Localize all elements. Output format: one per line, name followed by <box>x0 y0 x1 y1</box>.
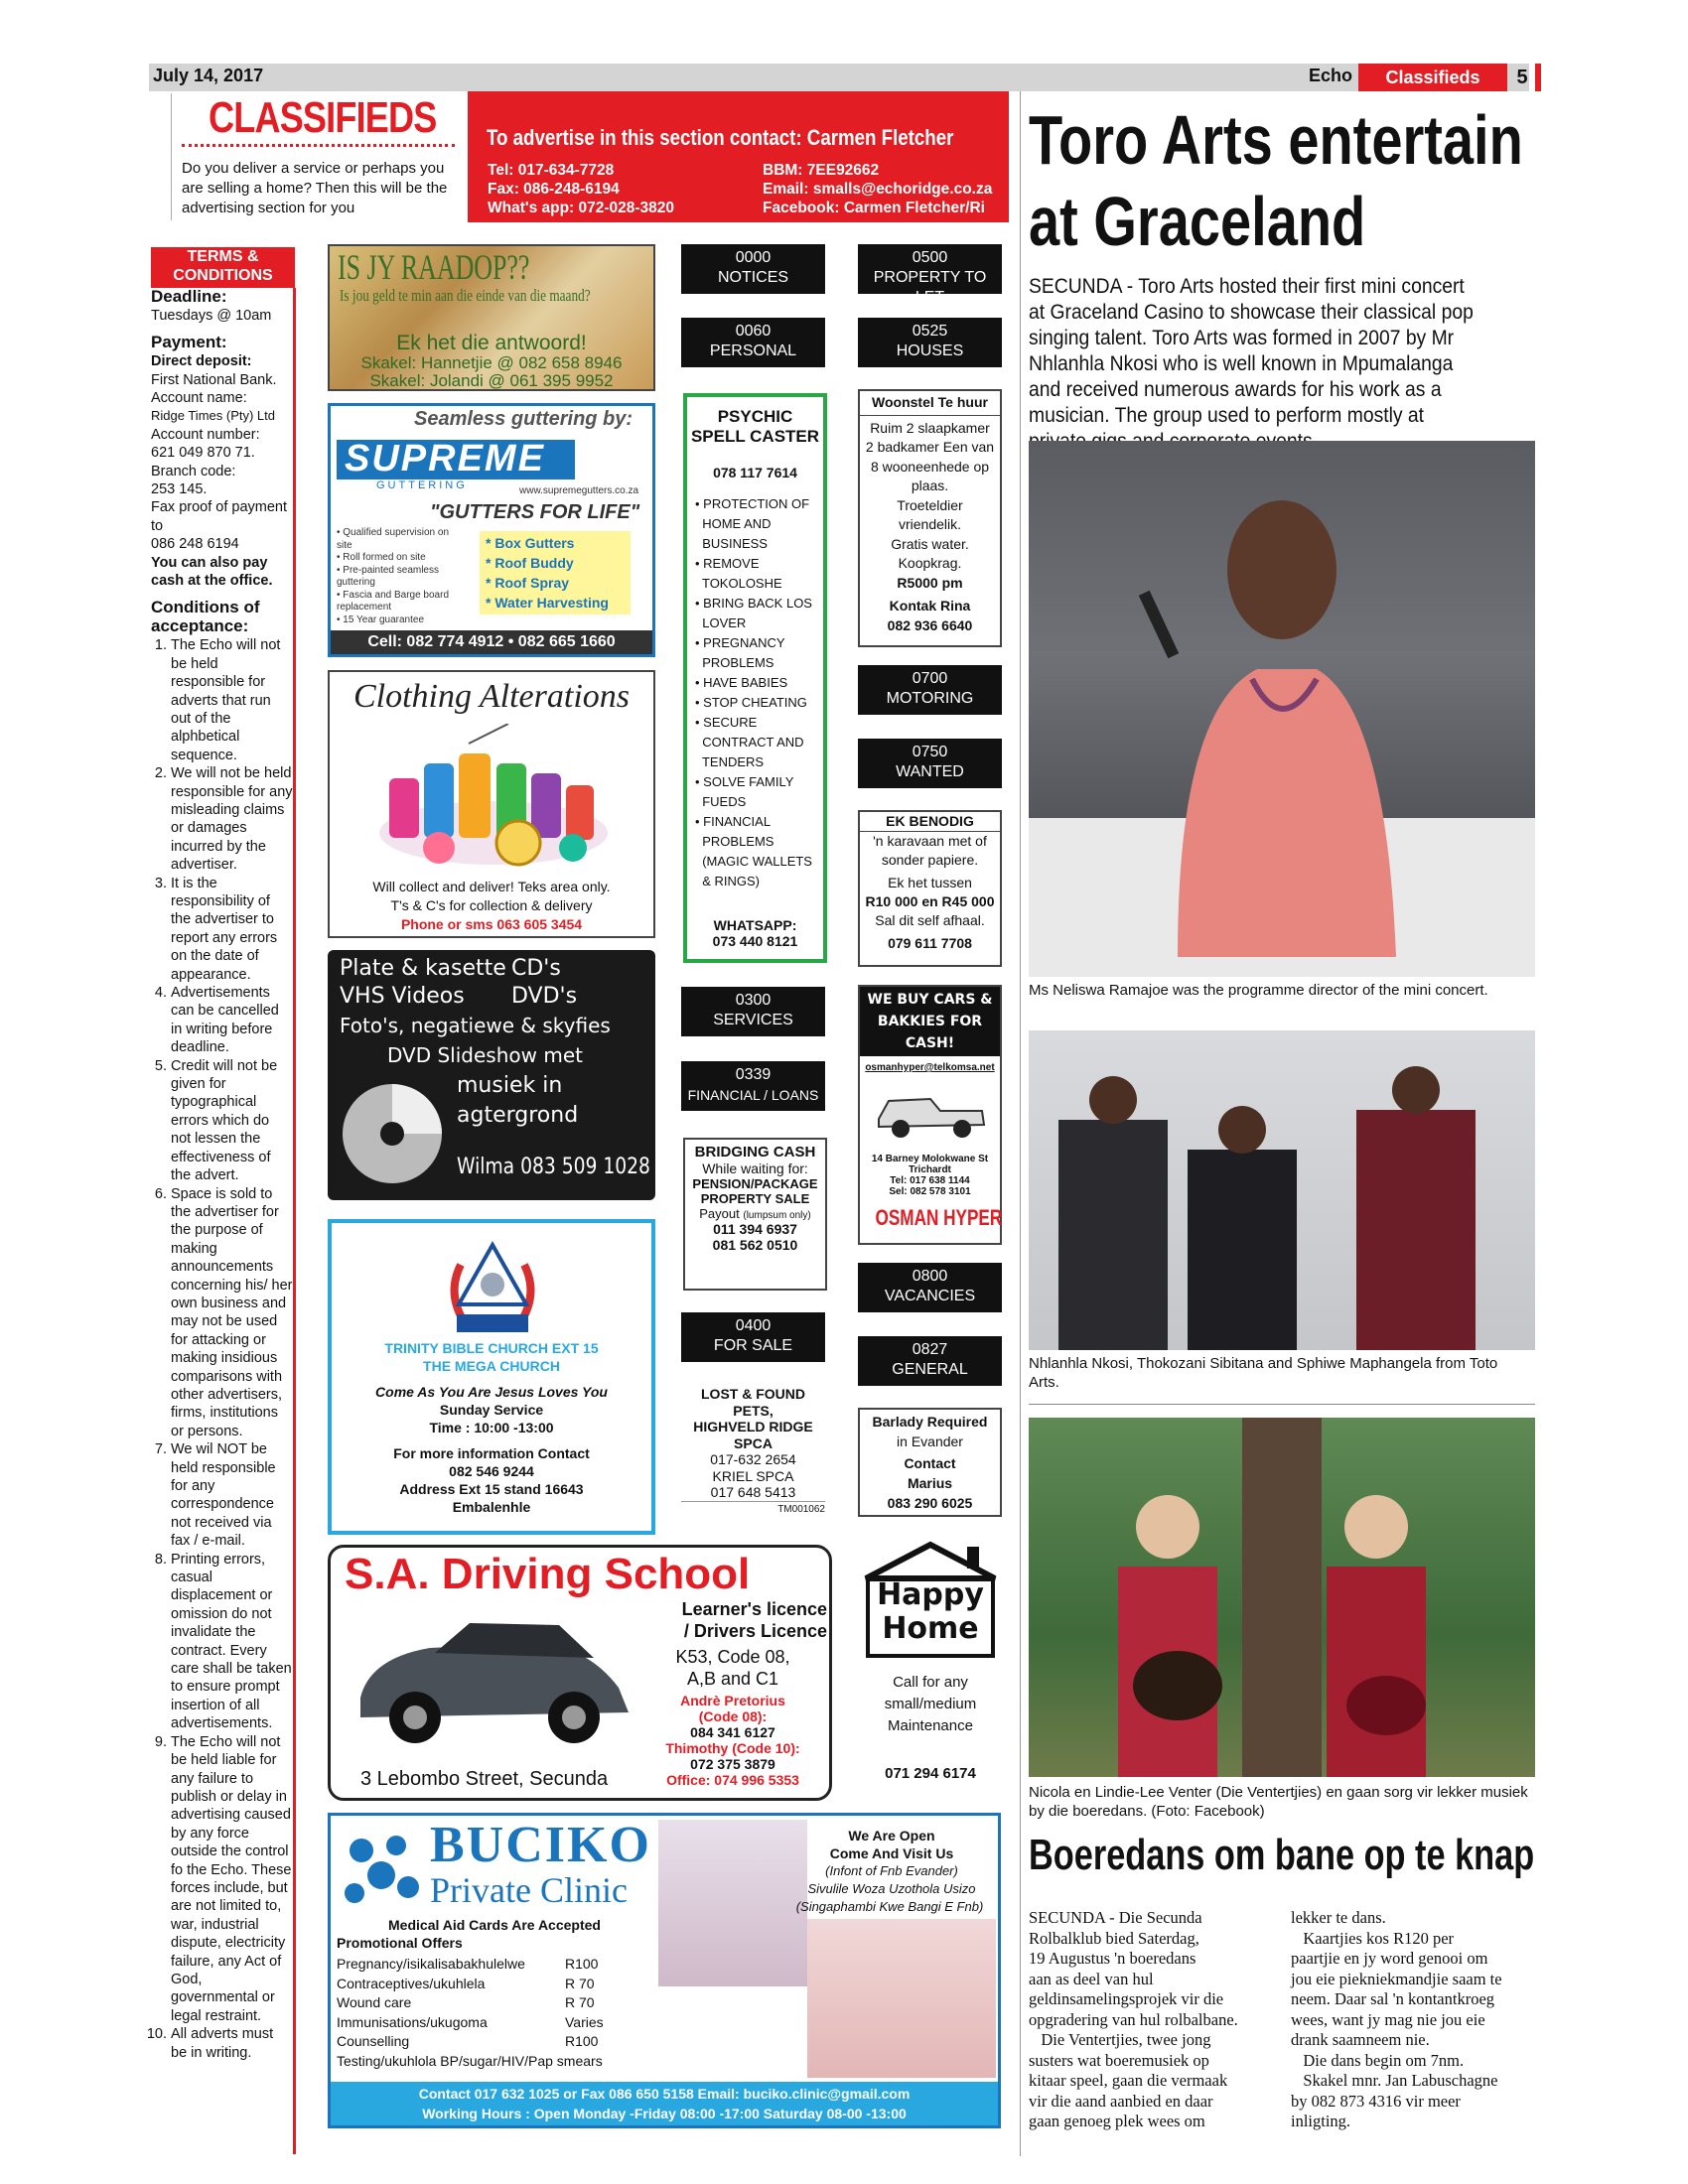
supreme-product: * Box Gutters <box>486 535 575 551</box>
clinic-footer <box>331 2082 998 2125</box>
driving-office: Office: 074 996 5353 <box>666 1772 799 1788</box>
condition-item: 4. Advertisements can be cancelled in writing before deadline. <box>171 984 293 1057</box>
article-line: kitaar speel, gaan die vermaak <box>1029 2071 1228 2090</box>
benodig-line5: Sal dit self afhaal. <box>875 912 985 928</box>
terms-heading: TERMS & CONDITIONS <box>151 247 295 288</box>
clinic-open4: Sivulile Woza Uzothola Usizo <box>807 1881 976 1896</box>
media-line1: Plate & kasette <box>340 956 506 981</box>
clinic-offers <box>337 1955 664 2071</box>
article-line: opgradering van hul rolbalbane. <box>1029 2009 1238 2029</box>
article-line: Rolbalklub bied Saterdag, <box>1029 1928 1199 1948</box>
headline-line: Toro Arts entertain <box>1029 101 1523 179</box>
buciko-clinic-ad <box>328 1813 1001 2128</box>
church-emblem-icon <box>441 1235 544 1344</box>
classifieds-intro: Do you deliver a service or perhaps you are selling a home? Then this will be the advertising section for you <box>182 160 448 216</box>
article-line: Skakel mnr. Jan Labuschagne <box>1291 2071 1498 2090</box>
media-line3: Foto's, negatiewe & skyfies <box>340 1014 611 1037</box>
lost-line2: PETS, <box>733 1402 774 1419</box>
osman-hyper-ad <box>858 985 1002 1245</box>
woonstel-ad <box>858 389 1002 647</box>
lost-found-ad <box>681 1386 825 1525</box>
trinity-time: Time : 10:00 -13:00 <box>429 1420 554 1435</box>
offer-name: Wound care <box>337 1994 412 2010</box>
offer-price: R100 <box>565 2033 599 2049</box>
supreme-products <box>480 531 631 614</box>
category-0500: 0500 PROPERTY TO LET <box>858 244 1002 294</box>
column-divider <box>1020 91 1021 2156</box>
offer-price: R100 <box>565 1956 599 1972</box>
bridging-property: PROPERTY SALE <box>700 1191 810 1206</box>
conditions-heading: Conditions of acceptance: <box>151 597 260 635</box>
woonstel-line: Ruim 2 slaapkamer <box>870 419 990 436</box>
article-line: wees, want jy mag nie jou eie <box>1291 2009 1485 2029</box>
condition-item: 10. All adverts must be in writing. <box>171 2025 293 2062</box>
guitarists-image <box>1029 1418 1535 1777</box>
clinic-contact: Contact 017 632 1025 or Fax 086 650 5158 Email: buciko.clinic@gmail.com <box>418 2086 911 2102</box>
lost-line3: HIGHVELD RIDGE <box>693 1419 813 1434</box>
driving-codes2: A,B and C1 <box>686 1669 779 1689</box>
category-0400: 0400 FOR SALE <box>681 1312 825 1362</box>
singer-image <box>1029 441 1535 977</box>
barlady-ad <box>858 1408 1002 1517</box>
offer-row <box>337 2052 664 2072</box>
divider <box>182 144 455 147</box>
bridging-pension: PENSION/PACKAGE <box>692 1176 818 1191</box>
clinic-open1: We Are Open <box>848 1828 935 1843</box>
article-line: SECUNDA - Die Secunda <box>1029 1908 1202 1927</box>
caption-1: Ms Neliswa Ramajoe was the programme director of the mini concert. <box>1029 982 1488 999</box>
osman-line2: BAKKIES FOR CASH! <box>877 1014 983 1051</box>
article-lead: SECUNDA - Toro Arts hosted their first mini concert at Graceland Casino to showcase their classical pop singing talent. Toro Arts was formed in 2007 by Mr Nhlanhla Nkosi who is well known in Mpumalanga and received numerous awards for his work as a musician. The group used to perform mostly at <box>1029 275 1474 427</box>
category-0700: 0700 MOTORING <box>858 665 1002 715</box>
trinity-motto: Come As You Are Jesus Loves You <box>375 1384 608 1400</box>
offer-price: Varies <box>565 2013 604 2030</box>
supreme-feature: • Roll formed on site <box>337 552 426 563</box>
issue-date: July 14, 2017 <box>153 66 264 85</box>
deadline-heading: Deadline: <box>151 287 227 306</box>
driving-licence: / Drivers Licence <box>683 1621 827 1641</box>
raadop-answer: Ek het die antwoord! <box>396 332 587 354</box>
condition-item: 7. We wil NOT be held responsible for any correspondence not received via fax / e-mail. <box>171 1440 293 1550</box>
group-photo <box>1029 1030 1535 1350</box>
article2-headline: Boeredans om bane op te knap <box>1029 1831 1535 1879</box>
headline-line: at Graceland <box>1029 183 1366 260</box>
psychic-services: • PROTECTION OF HOME AND BUSINESS • REMOVE TOKOLOSHE • BRING BACK LOS LOVER • PREGNANCY PROBLEMS • HAVE BABIES • STOP CHEATING • SECURE CONTRACT AND TENDERS • SOLVE FAMILY FUEDS • FINANCIAL PROBLEMS (MAGIC WALLETS & RINGS) <box>695 496 812 888</box>
woonstel-line: Troeteldier <box>897 496 963 513</box>
psychic-title2: SPELL CASTER <box>690 427 820 446</box>
classifieds-title: CLASSIFIEDS <box>209 93 437 142</box>
media-contact: Wilma 083 509 1028 <box>457 1155 650 1179</box>
woonstel-line: plaas. <box>911 478 949 493</box>
supreme-brand2: GUTTERING <box>376 479 468 491</box>
payment-heading: Payment: <box>151 332 227 351</box>
driving-contact2-tel: 072 375 3879 <box>690 1756 775 1772</box>
page-number: 5 <box>1516 67 1528 88</box>
offer-name: Contraceptives/ukuhlela <box>337 1975 486 1991</box>
driving-contact1-code: (Code 08): <box>698 1708 768 1724</box>
article-line: neem. Daar sal 'n kontantkroeg <box>1291 1989 1495 2008</box>
deadline-value: Tuesdays @ 10am <box>151 308 272 325</box>
terms-body <box>151 288 296 2154</box>
happy-line3: Maintenance <box>888 1717 973 1734</box>
contact-tel: Tel: 017-634-7728 <box>488 162 615 179</box>
happy-line2: small/medium <box>884 1696 977 1712</box>
article-line: Die Ventertjies, twee jong <box>1029 2030 1211 2049</box>
benodig-tel: 079 611 7708 <box>888 935 972 951</box>
ek-benodig-ad <box>858 810 1002 967</box>
condition-item: 5. Credit will not be given for typographical errors which do not lessen the effectiveness of the advert. <box>171 1057 293 1185</box>
raadop-sub: Is jou geld te min aan die einde van die maand? <box>340 286 591 305</box>
caption-2: Nhlanhla Nkosi, Thokozani Sibitana and Sphiwe Maphangela from Toto Arts. <box>1029 1355 1498 1391</box>
fax-number: 086 248 6194 <box>151 536 239 553</box>
media-line2: VHS Videos <box>340 984 465 1009</box>
clinic-medical-aid: Medical Aid Cards Are Accepted <box>388 1917 601 1933</box>
account-number: 621 049 870 71. <box>151 445 255 462</box>
bridging-waiting: While waiting for: <box>702 1160 808 1176</box>
driving-contact2: Thimothy (Code 10): <box>665 1740 800 1756</box>
benodig-title: EK BENODIG <box>860 812 1000 832</box>
benodig-line3: Ek het tussen <box>888 875 972 890</box>
media-transfer-ad <box>328 950 655 1200</box>
supreme-product: * Water Harvesting <box>486 595 609 611</box>
category-0000: 0000 NOTICES <box>681 244 825 294</box>
lost-line1: LOST & FOUND <box>701 1386 805 1402</box>
offer-row <box>337 1955 664 1975</box>
article-line: vir die aand aanbied en daar <box>1029 2091 1213 2111</box>
offer-price: R 70 <box>565 1975 595 1991</box>
supreme-feature: • Qualified supervision on site <box>337 527 450 551</box>
offer-name: Testing/ukuhlola BP/sugar/HIV/Pap smears <box>337 2052 603 2069</box>
supreme-product: * Roof Spray <box>486 575 570 591</box>
contact-fax: Fax: 086-248-6194 <box>488 181 620 198</box>
supreme-top: Seamless guttering by: <box>414 408 633 430</box>
offer-row <box>337 1993 664 2013</box>
offer-price: R 70 <box>565 1994 595 2010</box>
woonstel-line: Gratis water. <box>891 535 969 552</box>
article2-column1 <box>1029 1908 1275 2132</box>
fax-proof: Fax proof of payment to <box>151 499 288 534</box>
supreme-slogan: "GUTTERS FOR LIFE" <box>430 501 640 523</box>
conditions-list <box>151 636 293 2062</box>
media-line6: agtergrond <box>457 1103 579 1128</box>
article-line: Kaartjies kos R120 per <box>1291 1928 1455 1948</box>
trinity-place: Embalenhle <box>452 1499 531 1515</box>
trinity-church-ad <box>328 1219 655 1535</box>
psychic-whatsapp-label: WHATSAPP: <box>713 917 797 933</box>
account-name: Ridge Times (Pty) Ltd <box>151 408 275 424</box>
woonstel-details <box>860 419 1000 574</box>
bridging-tel1: 011 394 6937 <box>713 1221 797 1237</box>
woonstel-line: 2 badkamer Een van <box>865 439 995 455</box>
supreme-web: www.supremegutters.co.za <box>519 485 639 496</box>
osman-address2: Trichardt <box>909 1164 951 1175</box>
clothing-phone: Phone or sms 063 605 3454 <box>400 916 583 932</box>
contact-bbm: BBM: 7EE92662 <box>763 162 880 179</box>
clinic-open5: (Singaphambi Kwe Bangi E Fnb) <box>795 1899 984 1914</box>
driving-codes1: K53, Code 08, <box>675 1647 790 1667</box>
contact-whatsapp: What's app: 072-028-3820 <box>488 200 675 216</box>
driving-contact1: Andrè Pretorius <box>680 1693 785 1708</box>
singer-photo <box>1029 441 1535 977</box>
thread-spools-image <box>369 724 618 873</box>
clothing-ad <box>328 670 655 938</box>
branch-code: 253 145. <box>151 481 208 498</box>
article-line: gaan genoeg plek wees om <box>1029 2112 1205 2130</box>
barlady-tel: 083 290 6025 <box>887 1495 973 1511</box>
driving-contact1-tel: 084 341 6127 <box>690 1724 775 1740</box>
raadop-ad <box>328 244 655 391</box>
article-line: paartjie en jy word genooi om <box>1291 1949 1488 1968</box>
psychic-title1: PSYCHIC <box>717 407 793 426</box>
happy-line1: Call for any <box>893 1674 968 1691</box>
trinity-info: For more information Contact <box>393 1445 590 1461</box>
clinic-hours: Working Hours : Open Monday -Friday 08:00 -17:00 Saturday 08-00 -13:00 <box>422 2106 907 2121</box>
bridging-tel2: 081 562 0510 <box>712 1237 798 1253</box>
disc-icon <box>338 1079 447 1188</box>
happy-title1: Happy <box>877 1577 984 1612</box>
office-payment: You can also pay cash at the office. <box>151 554 273 590</box>
lost-line4: SPCA <box>734 1434 773 1451</box>
clothing-line1: Will collect and deliver! Teks area only. <box>372 879 611 894</box>
account-name-label: Account name: <box>151 390 247 407</box>
category-0827: 0827 GENERAL <box>858 1336 1002 1386</box>
woonstel-title: Woonstel Te huur <box>860 391 1000 416</box>
category-0525: 0525 HOUSES <box>858 318 1002 367</box>
article-line: 19 Augustus 'n boeredans <box>1029 1949 1196 1968</box>
supreme-ad <box>328 403 655 657</box>
supreme-feature: • Fascia and Barge board replacement <box>337 589 450 613</box>
article-line: drank saamneem nie. <box>1291 2030 1430 2049</box>
woonstel-contact: Kontak Rina <box>889 598 971 614</box>
supreme-brand: SUPREME <box>345 438 545 479</box>
benodig-line1: 'n karavaan met of <box>873 833 987 849</box>
clinic-promo: Promotional Offers <box>337 1935 463 1951</box>
supreme-feature: • 15 Year guarantee <box>337 614 425 625</box>
offer-name: Immunisations/ukugoma <box>337 2013 488 2030</box>
psychic-whatsapp: 073 440 8121 <box>712 933 798 949</box>
lost-line7: 017 648 5413 <box>710 1484 796 1500</box>
trinity-title1: TRINITY BIBLE CHURCH EXT 15 <box>384 1340 599 1356</box>
divider <box>1029 1404 1535 1405</box>
bridging-title: BRIDGING CASH <box>694 1144 816 1160</box>
driving-school-ad <box>328 1545 832 1801</box>
trinity-title2: THE MEGA CHURCH <box>423 1358 560 1374</box>
psychic-ad <box>683 393 827 963</box>
article-line: aan as deel van hul <box>1029 1969 1154 1988</box>
osman-line1: WE BUY CARS & <box>867 992 993 1008</box>
media-line1b: CD's <box>511 956 561 981</box>
trinity-address: Address Ext 15 stand 16643 <box>399 1481 584 1497</box>
article-line: lekker te dans. <box>1291 1908 1386 1927</box>
happy-home-ad <box>856 1539 1005 1799</box>
barlady-name: Marius <box>907 1475 953 1491</box>
article-line: by 082 873 4316 vir meer <box>1291 2091 1461 2111</box>
article-line: Die dans begin om 7nm. <box>1291 2050 1465 2070</box>
category-0339: 0339 FINANCIAL / LOANS <box>681 1061 825 1111</box>
contact-facebook: Facebook: Carmen Fletcher/Ri <box>763 200 985 216</box>
condition-item: 8. Printing errors, casual displacement or omission do not invalidate the contract. Every care shall be taken to ensure prompt insertion of all advertisements. <box>171 1551 293 1733</box>
article-line: jou eie piekniekmandjie saam te <box>1291 1969 1502 1988</box>
osman-email: osmanhyper@telkomsa.net <box>865 1062 995 1073</box>
singers-image <box>1029 1030 1535 1350</box>
clothing-line2: T's & C's for collection & delivery <box>390 897 593 913</box>
trinity-tel: 082 546 9244 <box>449 1463 534 1479</box>
lost-ref: TM001062 <box>681 1501 825 1519</box>
car-image <box>341 1603 638 1752</box>
condition-item: 6. Space is sold to the advertiser for the purpose of making announcements concerning his/ her own business and may not be used for attacking or making insidious comparisons with other advertisers, firms, institutions or persons. <box>171 1185 293 1441</box>
offer-row <box>337 2032 664 2052</box>
bridging-cash-ad <box>683 1138 827 1291</box>
condition-item: 3. It is the responsibility of the advertiser to report any errors on the date of appearance. <box>171 875 293 984</box>
clothing-title: Clothing Alterations <box>352 678 630 715</box>
contact-email: Email: smalls@echoridge.co.za <box>763 181 993 198</box>
caption-3: Nicola en Lindie-Lee Venter (Die Ventertjies) en gaan sorg vir lekker musiek by die boeredans. (Foto: Facebook) <box>1029 1784 1528 1820</box>
contact-title: To advertise in this section contact: Carmen Fletcher <box>487 125 954 150</box>
article2-column2 <box>1291 1908 1537 2132</box>
clinic-brand: BUCIKO <box>430 1817 651 1873</box>
clinic-open3: (Infont of Fnb Evander) <box>825 1863 958 1878</box>
divider <box>171 93 172 220</box>
trinity-service: Sunday Service <box>439 1402 544 1418</box>
condition-item: 1. The Echo will not be held responsible for adverts that run out of the alphbetical sequence. <box>171 636 293 764</box>
osman-sel: Sel: 082 578 3101 <box>889 1186 971 1197</box>
category-0060: 0060 PERSONAL <box>681 318 825 367</box>
happy-tel: 071 294 6174 <box>885 1765 976 1782</box>
ventertjies-photo <box>1029 1418 1535 1777</box>
osman-brand: OSMAN HYPER <box>875 1205 1003 1230</box>
supreme-cell: Cell: 082 774 4912 • 082 665 1660 <box>331 630 652 654</box>
woonstel-tel: 082 936 6640 <box>887 616 973 633</box>
supreme-features <box>337 527 466 626</box>
clinic-open2: Come And Visit Us <box>829 1845 954 1861</box>
supreme-feature: • Pre-painted seamless guttering <box>337 564 439 588</box>
driving-title: S.A. Driving School <box>345 1550 751 1598</box>
offer-name: Counselling <box>337 2033 410 2049</box>
article-line: susters wat boeremusiek op <box>1029 2050 1209 2070</box>
raadop-title: IS JY RAADOP?? <box>338 247 530 287</box>
media-line2b: DVD's <box>511 984 578 1009</box>
woonstel-line: vriendelik. <box>898 516 962 532</box>
media-line4: DVD Slideshow met <box>387 1043 583 1067</box>
article-line: inligting. <box>1291 2112 1351 2130</box>
lost-line5: 017-632 2654 <box>710 1451 796 1467</box>
raadop-contact1: Skakel: Hannetjie @ 082 658 8946 <box>360 353 623 372</box>
psychic-tel: 078 117 7614 <box>713 465 797 480</box>
osman-tel: Tel: 017 638 1144 <box>890 1175 970 1186</box>
lost-line6: KRIEL SPCA <box>712 1467 794 1484</box>
woonstel-line: Koopkrag. <box>898 555 962 571</box>
driving-address: 3 Lebombo Street, Secunda <box>360 1768 609 1790</box>
section-tab: Classifieds <box>1358 64 1507 91</box>
osman-address1: 14 Barney Molokwane St <box>871 1154 989 1164</box>
category-0750: 0750 WANTED <box>858 739 1002 788</box>
barlady-contact: Contact <box>904 1455 956 1471</box>
benodig-line4: R10 000 en R45 000 <box>865 893 995 909</box>
category-0800: 0800 VACANCIES <box>858 1263 1002 1312</box>
raadop-contact2: Skakel: Jolandi @ 061 395 9952 <box>369 371 614 390</box>
paper-name: Echo <box>1309 66 1353 85</box>
benodig-line2: sonder papiere. <box>881 852 979 868</box>
woonstel-line: 8 wooneenhede op <box>870 458 990 475</box>
page-marker <box>1535 64 1541 91</box>
bridging-lumpsum: (lumpsum only) <box>743 1210 811 1221</box>
article-line: geldinsamelingsprojek vir die <box>1029 1989 1224 2008</box>
article-headline <box>1029 99 1523 262</box>
bridging-payout: Payout <box>699 1206 740 1221</box>
clinic-photo-2 <box>807 1919 996 2078</box>
clinic-brand2: Private Clinic <box>430 1870 628 1910</box>
bank-name: First National Bank. <box>151 371 277 388</box>
offer-row <box>337 1975 664 1994</box>
offer-row <box>337 2013 664 2033</box>
barlady-title: Barlady Required <box>872 1414 988 1430</box>
direct-deposit: Direct deposit: <box>151 353 252 370</box>
clinic-logo-icon <box>337 1826 426 1915</box>
bakkie-image <box>871 1079 990 1143</box>
category-0300: 0300 SERVICES <box>681 987 825 1036</box>
supreme-product: * Roof Buddy <box>486 555 574 571</box>
happy-title2: Home <box>882 1611 979 1646</box>
driving-learner: Learner's licence <box>681 1599 827 1619</box>
media-line5: musiek in <box>457 1073 563 1098</box>
account-number-label: Account number: <box>151 426 260 443</box>
condition-item: 2. We will not be held responsible for any misleading claims or damages incurred by the advertiser. <box>171 764 293 874</box>
offer-name: Pregnancy/isikalisabakhulelwe <box>337 1956 525 1972</box>
branch-label: Branch code: <box>151 463 236 479</box>
woonstel-price: R5000 pm <box>897 574 963 591</box>
condition-item: 9. The Echo will not be held liable for any failure to publish or delay in advertising caused by any force outside the control fo the Echo. These forces include, but are not limited to, war, industrial dispute, electricity failure, any Act of God, governmental or legal restraint. <box>171 1733 293 2026</box>
barlady-location: in Evander <box>897 1433 963 1449</box>
